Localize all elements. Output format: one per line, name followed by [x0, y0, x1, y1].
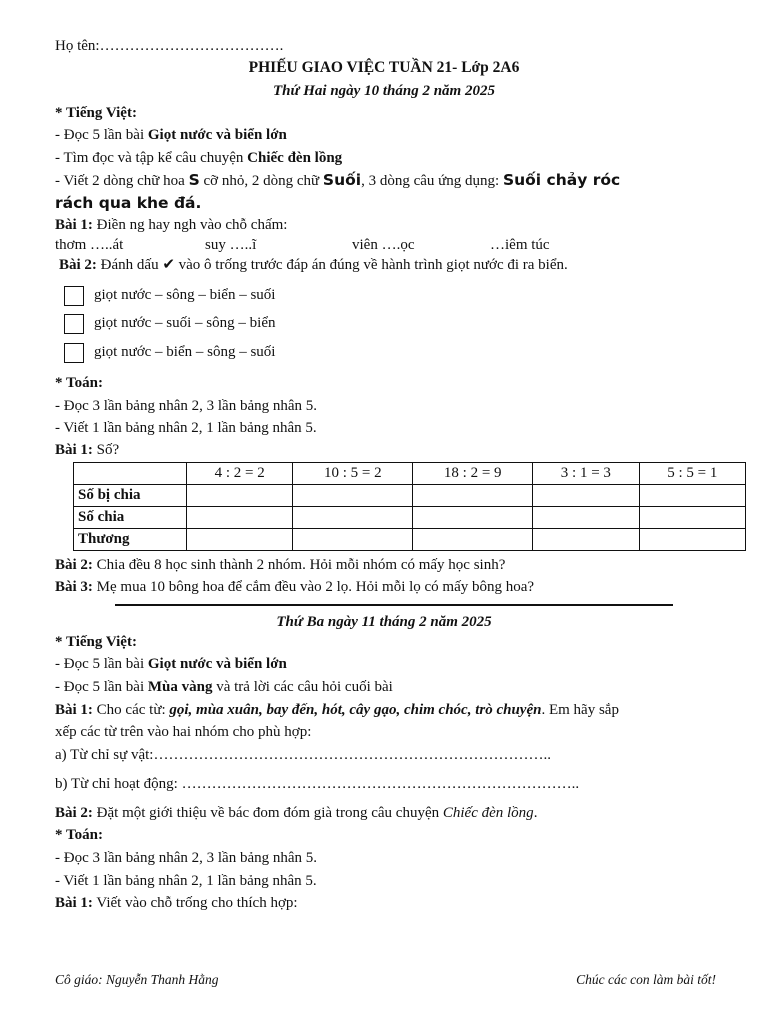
- answer-cell[interactable]: [533, 529, 639, 551]
- answer-cell[interactable]: [533, 507, 639, 529]
- row-label-thuong: Thương: [74, 529, 187, 551]
- application-sentence-part1: Suối chảy róc: [502, 171, 621, 189]
- story-title: Chiếc đèn lồng: [442, 805, 534, 821]
- section-divider: [115, 604, 673, 606]
- monday-bai2: [59, 255, 568, 275]
- monday-tv-task3: [55, 170, 620, 191]
- lesson-title: Giọt nước và biển lớn: [147, 127, 287, 143]
- tuesday-bai1-cont: xếp các từ trên vào hai nhóm cho phù hợp:: [55, 724, 312, 740]
- exercise-text: Cho các từ:: [92, 702, 170, 718]
- monday-math-task2: - Viết 1 lần bảng nhân 2, 1 lần bảng nhân 5.: [55, 420, 317, 436]
- lesson-title: Mùa vàng: [147, 679, 213, 695]
- monday-math-task1: - Đọc 3 lần bảng nhân 2, 3 lần bảng nhân 5.: [55, 398, 318, 414]
- table-corner-cell: [74, 463, 187, 485]
- monday-math-bai3: [55, 577, 534, 597]
- checkbox[interactable]: [64, 286, 84, 306]
- tuesday-math-heading: * Toán:: [55, 827, 103, 843]
- exercise-label: Bài 2:: [59, 257, 97, 273]
- answer-cell[interactable]: [293, 529, 413, 551]
- task-text: cỡ nhỏ, 2 dòng chữ: [199, 173, 323, 189]
- table-row: [74, 485, 746, 507]
- option-label: giọt nước – suối – sông – biển: [94, 315, 276, 331]
- answer-cell[interactable]: [293, 507, 413, 529]
- answer-line-verbs[interactable]: b) Từ chỉ hoạt động: ……………………………………………………………………..: [55, 776, 580, 792]
- division-table: [73, 462, 746, 551]
- table-column-header: 4 : 2 = 2: [187, 463, 293, 485]
- answer-option-2[interactable]: [64, 313, 275, 334]
- footer-wish: Chúc các con làm bài tốt!: [576, 972, 716, 987]
- exercise-text: Đánh dấu ✔ vào ô trống trước đáp án đúng về hành trình giọt nước đi ra biển.: [96, 257, 568, 273]
- table-column-header: 3 : 1 = 3: [533, 463, 639, 485]
- tuesday-math-task2: - Viết 1 lần bảng nhân 2, 1 lần bảng nhân 5.: [55, 873, 317, 889]
- task-text: - Tìm đọc và tập kể câu chuyện: [55, 150, 248, 166]
- exercise-label: Bài 1:: [55, 702, 93, 718]
- row-label-so-chia: Số chia: [74, 507, 187, 529]
- lesson-title: Giọt nước và biển lớn: [147, 656, 287, 672]
- fill-word-4: …iêm túc: [490, 237, 550, 253]
- tuesday-math-bai1: [55, 893, 298, 913]
- answer-cell[interactable]: [639, 507, 745, 529]
- word-suoi: Suối: [322, 171, 362, 189]
- tuesday-bai2: [55, 803, 537, 823]
- exercise-text: Số?: [92, 442, 120, 458]
- monday-math-heading: * Toán:: [55, 375, 103, 391]
- monday-math-bai1: [55, 440, 119, 460]
- answer-cell[interactable]: [187, 485, 293, 507]
- answer-cell[interactable]: [413, 529, 533, 551]
- task-text: - Viết 2 dòng chữ hoa: [55, 173, 189, 189]
- tuesday-tv-task1: [55, 654, 287, 674]
- answer-cell[interactable]: [187, 529, 293, 551]
- answer-option-3[interactable]: [64, 342, 275, 363]
- option-label: giọt nước – sông – biển – suối: [94, 287, 276, 303]
- exercise-label: Bài 1:: [55, 217, 93, 233]
- teacher-name: Cô giáo: Nguyễn Thanh Hằng: [55, 972, 219, 987]
- name-line: Họ tên:……………………………….: [55, 38, 284, 54]
- table-row: [74, 507, 746, 529]
- exercise-label: Bài 1:: [55, 895, 93, 911]
- tuesday-tv-heading: * Tiếng Việt:: [55, 634, 137, 650]
- story-title: Chiếc đèn lồng: [247, 150, 343, 166]
- task-text: - Đọc 5 lần bài: [55, 127, 148, 143]
- monday-tv-task2: [55, 148, 342, 168]
- monday-math-bai2: [55, 555, 505, 575]
- answer-cell[interactable]: [413, 485, 533, 507]
- exercise-text: Viết vào chỗ trống cho thích hợp:: [92, 895, 298, 911]
- exercise-label: Bài 2:: [55, 557, 93, 573]
- fill-word-2: suy …..ĩ: [205, 237, 257, 253]
- checkbox[interactable]: [64, 343, 84, 363]
- tuesday-date: Thứ Ba ngày 11 tháng 2 năm 2025: [276, 614, 492, 630]
- answer-cell[interactable]: [639, 529, 745, 551]
- exercise-label: Bài 2:: [55, 805, 93, 821]
- answer-cell[interactable]: [187, 507, 293, 529]
- monday-tv-task1: [55, 125, 287, 145]
- answer-line-nouns[interactable]: a) Từ chỉ sự vật:……………………………………………………………………..: [55, 747, 551, 763]
- task-text: , 3 dòng câu ứng dụng:: [361, 173, 503, 189]
- task-text: - Đọc 5 lần bài: [55, 656, 148, 672]
- exercise-text: .: [533, 805, 538, 821]
- worksheet-title: PHIẾU GIAO VIỆC TUẦN 21- Lớp 2A6: [248, 59, 520, 76]
- row-label-so-bi-chia: Số bị chia: [74, 485, 187, 507]
- exercise-text: . Em hãy sắp: [541, 702, 619, 718]
- application-sentence-part2: rách qua khe đá.: [55, 194, 202, 212]
- answer-cell[interactable]: [533, 485, 639, 507]
- exercise-label: Bài 3:: [55, 579, 93, 595]
- monday-tv-heading: * Tiếng Việt:: [55, 105, 137, 121]
- table-header-row: [74, 463, 746, 485]
- answer-cell[interactable]: [639, 485, 745, 507]
- option-label: giọt nước – biển – sông – suối: [94, 344, 276, 360]
- table-column-header: 10 : 5 = 2: [293, 463, 413, 485]
- tuesday-tv-task2: [55, 677, 393, 697]
- tuesday-math-task1: - Đọc 3 lần bảng nhân 2, 3 lần bảng nhân 5.: [55, 850, 318, 866]
- letter-s: S: [188, 171, 200, 189]
- exercise-text: Điền ng hay ngh vào chỗ chấm:: [92, 217, 288, 233]
- answer-cell[interactable]: [413, 507, 533, 529]
- fill-word-3: viên ….ọc: [352, 237, 415, 253]
- table-column-header: 18 : 2 = 9: [413, 463, 533, 485]
- monday-date: Thứ Hai ngày 10 tháng 2 năm 2025: [273, 83, 495, 99]
- tuesday-bai1: [55, 700, 619, 720]
- fill-word-1: thơm …..át: [55, 237, 124, 253]
- answer-cell[interactable]: [293, 485, 413, 507]
- table-row: [74, 529, 746, 551]
- exercise-text: Đặt một giới thiệu về bác đom đóm già trong câu chuyện: [92, 805, 443, 821]
- table-column-header: 5 : 5 = 1: [639, 463, 745, 485]
- word-list: gọi, mùa xuân, bay đến, hót, cây gạo, chim chóc, trò chuyện: [169, 702, 542, 718]
- exercise-label: Bài 1:: [55, 442, 93, 458]
- exercise-text: Chia đều 8 học sinh thành 2 nhóm. Hỏi mỗi nhóm có mấy học sinh?: [92, 557, 506, 573]
- monday-bai1: [55, 215, 287, 235]
- checkbox[interactable]: [64, 314, 84, 334]
- exercise-text: Mẹ mua 10 bông hoa để cắm đều vào 2 lọ. Hỏi mỗi lọ có mấy bông hoa?: [92, 579, 535, 595]
- task-text: và trả lời các câu hỏi cuối bài: [212, 679, 393, 695]
- answer-option-1[interactable]: [64, 285, 275, 306]
- task-text: - Đọc 5 lần bài: [55, 679, 148, 695]
